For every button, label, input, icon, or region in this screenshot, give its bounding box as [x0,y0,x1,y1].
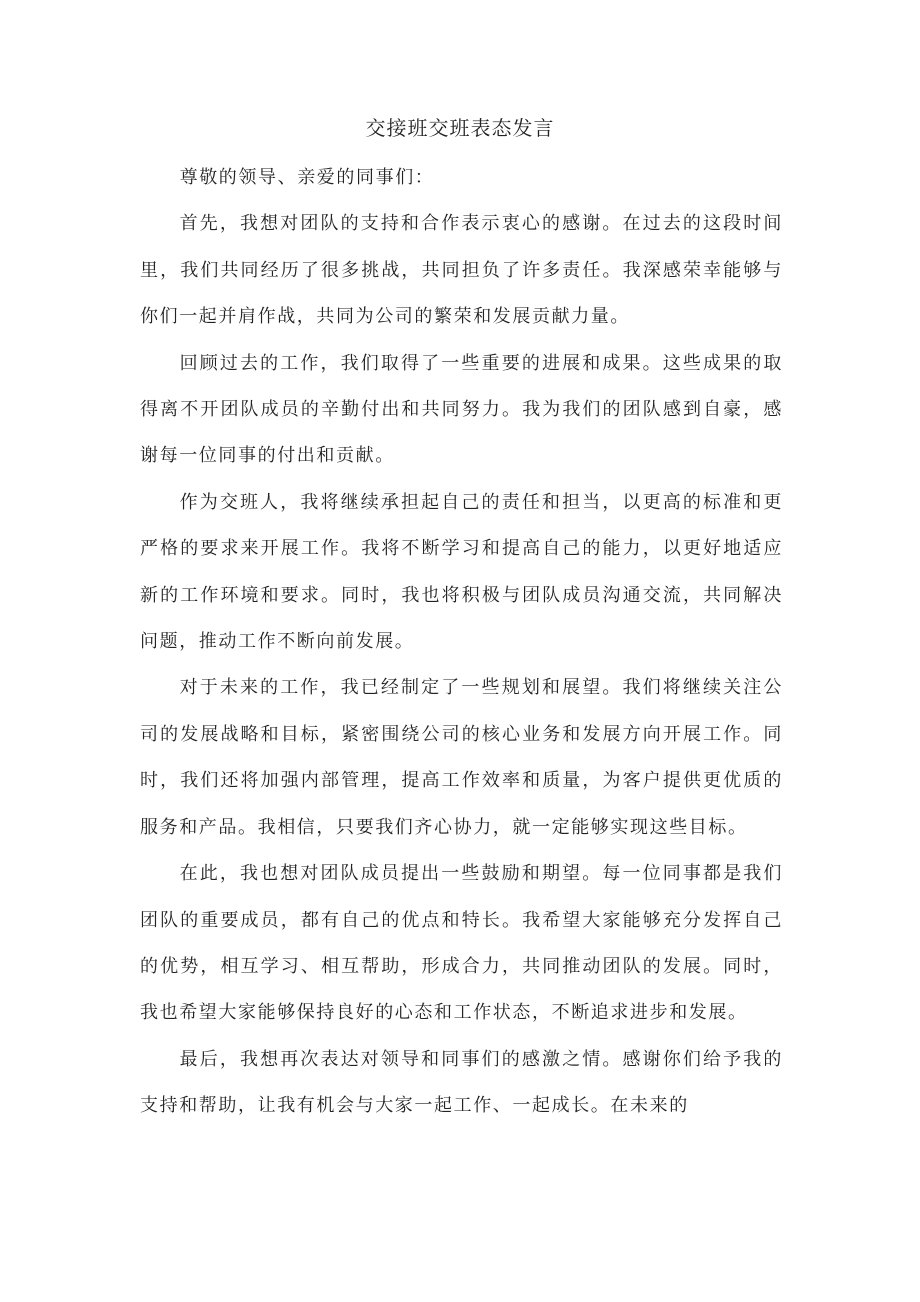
document-title: 交接班交班表态发言 [365,116,555,140]
paragraph-future-plans: 对于未来的工作，我已经制定了一些规划和展望。我们将继续关注公司的发展战略和目标，紧密围绕公司的核心业务和发展方向开展工作。同时，我们还将加强内部管理，提高工作效率和质量，为客户提供更优质的服务和产品。我相信，只要我们齐心协力，就一定能够实现这些目标。 [140,677,783,838]
paragraph-commitment: 作为交班人，我将继续承担起自己的责任和担当，以更高的标准和更严格的要求来开展工作。我将不断学习和提高自己的能力，以更好地适应新的工作环境和要求。同时，我也将积极与团队成员沟通交流，共同解决问题，推动工作不断向前发展。 [140,491,783,653]
document-body [140,155,783,1130]
salutation: 尊敬的领导、亲爱的同事们： [179,167,435,188]
paragraph-closing: 最后，我想再次表达对领导和同事们的感激之情。感谢你们给予我的支持和帮助，让我有机会与大家一起工作、一起成长。在未来的 [140,1048,783,1117]
paragraph-encouragement: 在此，我也想对团队成员提出一些鼓励和期望。每一位同事都是我们团队的重要成员，都有自己的优点和特长。我希望大家能够充分发挥自己的优势，相互学习、相互帮助，形成合力，共同推动团队的发展。同时，我也希望大家能够保持良好的心态和工作状态，不断追求进步和发展。 [140,863,783,1024]
paragraph-gratitude: 首先，我想对团队的支持和合作表示衷心的感谢。在过去的这段时间里，我们共同经历了很多挑战，共同担负了许多责任。我深感荣幸能够与你们一起并肩作战，共同为公司的繁荣和发展贡献力量。 [140,213,783,328]
paragraph-review: 回顾过去的工作，我们取得了一些重要的进展和成果。这些成果的取得离不开团队成员的辛勤付出和共同努力。我为我们的团队感到自豪，感谢每一位同事的付出和贡献。 [140,352,783,467]
